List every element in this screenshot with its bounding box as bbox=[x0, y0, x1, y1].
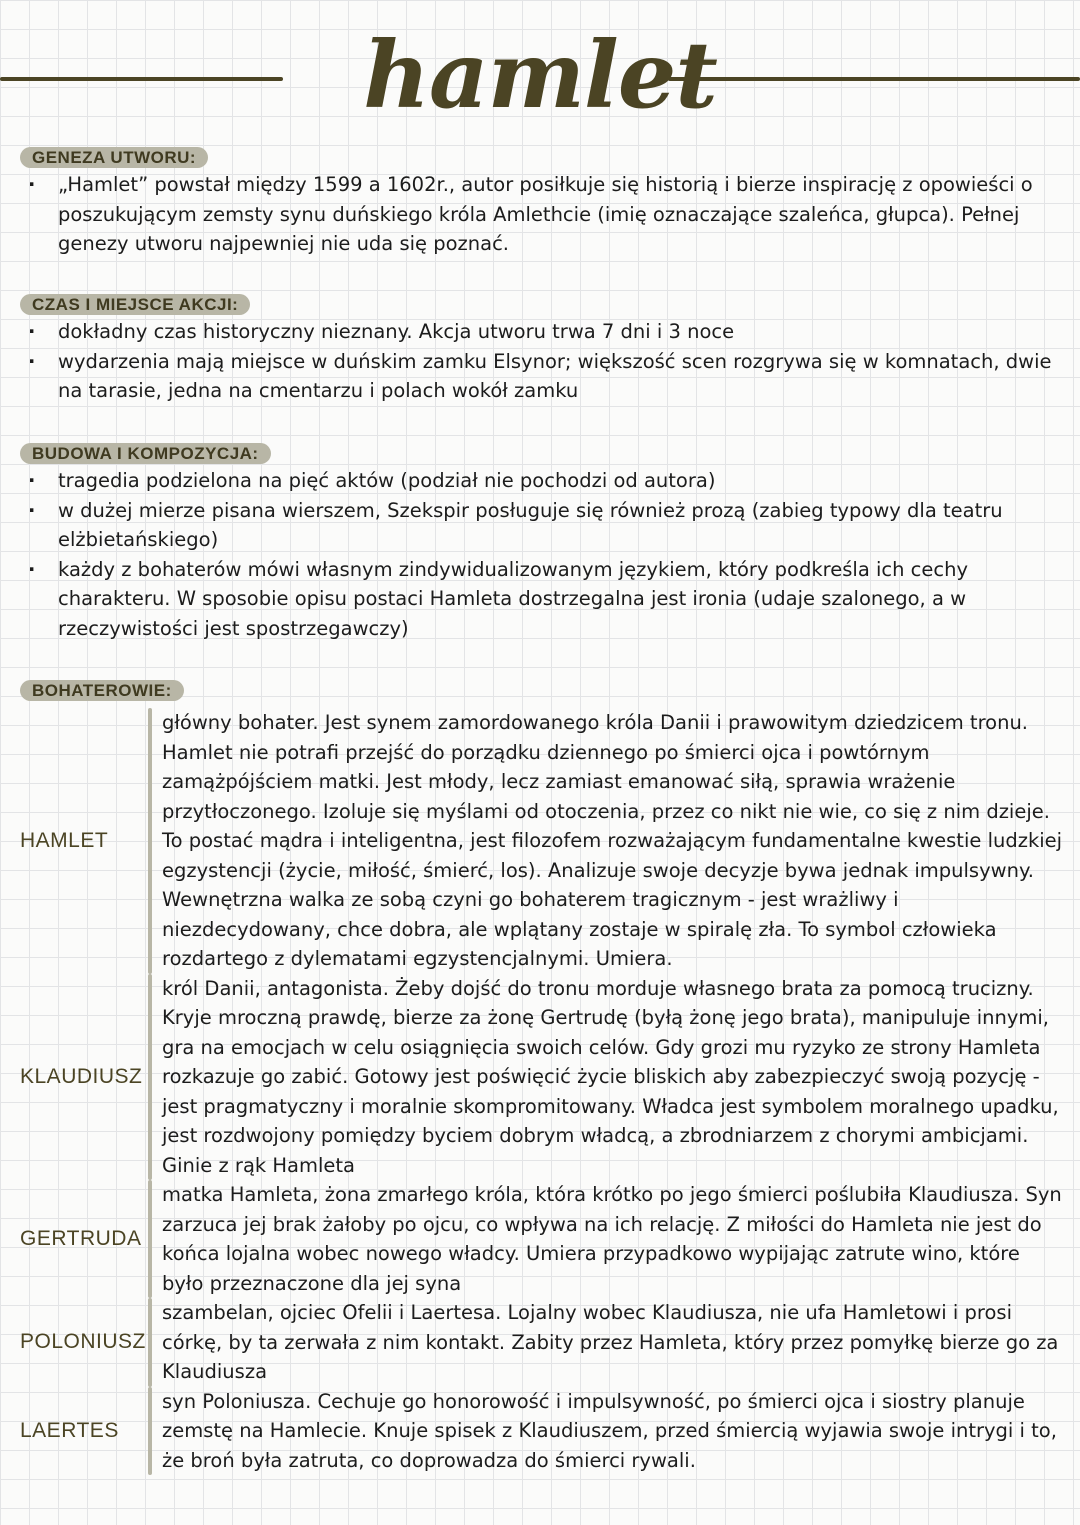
section-heading: BOHATEROWIE: bbox=[20, 680, 184, 701]
character-name: HAMLET bbox=[20, 828, 109, 852]
section-bohaterowie bbox=[14, 680, 1074, 701]
character-name: LAERTES bbox=[20, 1418, 119, 1442]
bullet-item: · dokładny czas historyczny nieznany. Akcja utworu trwa 7 dni i 3 noce bbox=[14, 317, 1074, 347]
characters-list bbox=[0, 708, 1080, 1475]
character-name: POLONIUSZ bbox=[20, 1330, 146, 1354]
bullet-item: · „Hamlet” powstał między 1599 a 1602r., autor posiłkuje się historią i bierze inspirację z opowieści o poszukującym zemsty synu duńskiego króla Amlethcie (imię oznaczające szaleńca, głupca). Pełnej genezy utworu najpewniej nie uda się poznać. bbox=[14, 170, 1074, 259]
section-czas-miejsce bbox=[14, 294, 1074, 406]
bullet-item: · w dużej mierze pisana wierszem, Szekspir posługuje się również prozą (zabieg typowy dla teatru elżbietańskiego) bbox=[14, 496, 1074, 555]
character-laertes bbox=[0, 1387, 1080, 1476]
character-description: szambelan, ojciec Ofelii i Laertesa. Lojalny wobec Klaudiusza, nie ufa Hamletowi i prosi córkę, by ta zerwała z nim kontakt. Zabity przez Hamleta, który przez pomyłkę bierze go za Klaudiusza bbox=[162, 1301, 1059, 1383]
character-divider bbox=[148, 974, 152, 1181]
bullet-item: · każdy z bohaterów mówi własnym zindywidualizowanym językiem, który podkreśla ich cechy charakteru. W sposobie opisu postaci Hamleta dostrzegalna jest ironia (udaje szalonego, a w rzeczywistości jest spostrzegawczy) bbox=[14, 555, 1074, 644]
section-geneza bbox=[14, 147, 1074, 259]
bullet-item: · wydarzenia mają miejsce w duńskim zamku Elsynor; większość scen rozgrywa się w komnatach, dwie na tarasie, jedna na cmentarzu i polach wokół zamku bbox=[14, 347, 1074, 406]
character-divider bbox=[148, 708, 152, 974]
character-description: król Danii, antagonista. Żeby dojść do tronu morduje własnego brata za pomocą trucizny. Kryje mroczną prawdę, bierze za żonę Gertrudę (byłą żonę jego brata), manipuluje innymi, gra na emocjach w celu osiągnięcia swoich celów. Gdy grozi mu ryzyko ze strony Hamleta rozkazuje go zabić. Gotowy jest poświęcić życie bliskich aby zabezpieczyć swoją pozycję - jest pragmatyczny i moralnie skompromitowany. Władca jest symbolem moralnego upadku, jest rozdwojony pomiędzy byciem dobrym władcą, a zbrodniarzem z chorymi ambicjami. Ginie z rąk Hamleta bbox=[162, 976, 1059, 1177]
character-description: syn Poloniusza. Cechuje go honorowość i impulsywność, po śmierci ojca i siostry planuje zemstę na Hamlecie. Knuje spisek z Klaudiuszem, przed śmiercią wyjawia swoje intrygi i to, że broń była zatruta, co doprowadza do śmierci rywali. bbox=[162, 1389, 1057, 1472]
section-budowa bbox=[14, 443, 1074, 643]
section-heading: BUDOWA I KOMPOZYCJA: bbox=[20, 443, 271, 464]
character-description: główny bohater. Jest synem zamordowanego króla Danii i prawowitym dziedzicem tronu. Hamlet nie potrafi przejść do porządku dziennego po śmierci ojca i powtórnym zamążpójściem matki. Jest młody, lecz zamiast emanować siłą, sprawia wrażenie przytłoczonego. Izoluje się myślami od otoczenia, przez co nikt nie wie, co się z nim dzieje. To postać mądra i inteligentna, jest filozofem rozważającym fundamentalne kwestie ludzkiej egzystencji (życie, miłość, śmierć, los). Analizuje swoje decyzje bywa jednak impulsywny. Wewnętrzna walka ze sobą czyni go bohaterem tragicznym - jest wrażliwy i niezdecydowany, chce dobra, ale wplątany zostaje w spiralę zła. To symbol człowieka rozdartego z dylematami egzystencjalnymi. Umiera. bbox=[162, 711, 1063, 970]
character-divider bbox=[148, 1180, 152, 1298]
character-gertruda bbox=[0, 1180, 1080, 1298]
character-klaudiusz bbox=[0, 974, 1080, 1181]
character-description: matka Hamleta, żona zmarłego króla, która krótko po jego śmierci poślubiła Klaudiusza. Syn zarzuca jej brak żałoby po ojcu, co wpływa na ich relację. Z miłości do Hamleta nie jest do końca lojalna wobec nowego władcy. Umiera przypadkowo wypijając zatrute wino, które było przeznaczone dla jej syna bbox=[162, 1183, 1062, 1295]
character-name: KLAUDIUSZ bbox=[20, 1064, 143, 1088]
character-hamlet bbox=[0, 708, 1080, 974]
section-heading: GENEZA UTWORU: bbox=[20, 147, 208, 168]
character-name: GERTRUDA bbox=[20, 1227, 142, 1250]
character-poloniusz bbox=[0, 1298, 1080, 1387]
section-heading: CZAS I MIEJSCE AKCJI: bbox=[20, 294, 250, 315]
character-divider bbox=[148, 1387, 152, 1476]
bullet-item: · tragedia podzielona na pięć aktów (podział nie pochodzi od autora) bbox=[14, 466, 1074, 496]
character-divider bbox=[148, 1298, 152, 1387]
page-title: hamlet bbox=[363, 21, 717, 129]
